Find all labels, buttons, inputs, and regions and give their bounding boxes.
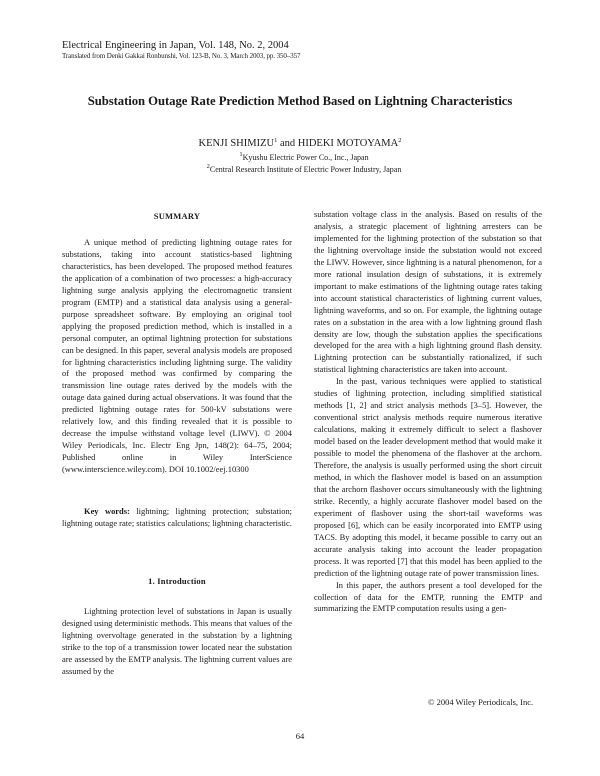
affiliation-2-text: Central Research Institute of Electric Power Industry, Japan bbox=[209, 165, 402, 174]
affiliation-1-mark: 1 bbox=[239, 151, 243, 158]
keywords-text: lightning; lightning protection; substation; lightning outage rate; statistics calculations; lightning characteristic. bbox=[62, 506, 293, 529]
author-1-name: KENJI SHIMIZU bbox=[198, 138, 275, 149]
author-line bbox=[0, 138, 600, 149]
affiliation-1-text: Kyushu Electric Power Co., Inc., Japan bbox=[242, 153, 369, 162]
author-2-affiliation-mark: 2 bbox=[398, 137, 402, 144]
introduction-heading: 1. Introduction bbox=[148, 575, 206, 586]
author-connector: and bbox=[277, 138, 298, 149]
affiliation-1 bbox=[0, 153, 600, 162]
introduction-paragraph-1: Lightning protection level of substations in Japan is usually designed using deterministic methods. This means that values of the lightning overvoltage generated in the substation by a lightning strike to the top of a transmission tower located near the substation are assessed by the EMTP analysis. The lightning current values are assumed by the bbox=[62, 605, 292, 676]
paper-title: Substation Outage Rate Prediction Method Based on Lightning Characteristics bbox=[87, 94, 513, 108]
affiliation-2 bbox=[0, 165, 600, 174]
right-paragraph-3: In this paper, the authors present a tool developed for the collection of data for the EMTP, running the EMTP and summarizing the EMTP computation results using a gen- bbox=[314, 579, 542, 614]
translation-source: Translated from Denki Gakkai Ronbunshi, Vol. 123-B, No. 3, March 2003, pp. 350–357 bbox=[62, 52, 301, 60]
affiliation-2-mark: 2 bbox=[206, 163, 210, 170]
copyright-notice: © 2004 Wiley Periodicals, Inc. bbox=[428, 697, 534, 707]
page-number: 64 bbox=[295, 731, 305, 741]
right-column bbox=[314, 209, 542, 615]
summary-text: A unique method of predicting lightning outage rates for substations, taking into account statistics-based lightning characteristics, has been developed. The proposed method features the application of a combination of two processes: a high-accuracy lightning surge analysis applying the electromagnetic transient program (EMTP) and a statistical data analysis using a general-purpose spreadsheet software. By employing an original tool applying the proposed prediction method, which is installed in a personal computer, an optimal lightning protection for substations can be designed. In this paper, several analysis models are proposed for lightning characteristics including lightning surge. The validity of the proposed method was confirmed by comparing the transmission line outage rates derived by the models with the outage data gained during actual observations. It was found that the predicted lightning outage rates for 500-kV substations were relatively low, and this finding revealed that it is possible to decrease the impulse withstand voltage level (LIWV). © 2004 Wiley Periodicals, Inc. Electr Eng Jpn, 148(2): 64–75, 2004; Published online in Wiley InterScience (www.interscience.wiley.com). DOI 10.1002/eej.10300 bbox=[62, 237, 292, 475]
journal-citation: Electrical Engineering in Japan, Vol. 148, No. 2, 2004 bbox=[62, 40, 289, 51]
summary-heading: SUMMARY bbox=[153, 211, 201, 221]
right-paragraph-1: substation voltage class in the analysis. Based on results of the analysis, a strategic placement of lightning arresters can be implemented for the lightning protection of the substation so that the lightning overvoltage inside the substation would not exceed the LIWV. However, since lightning is a natural phenomenon, for a more rational insulation design of substations, it is extremely important to make estimations of the lightning outage rates taking into account statistical characteristics of lightning current values, lightning waveforms, and so on. For example, the lightning outage rates on a substation in the area with a low lightning ground flash density are low, though the substation applies the specifications developed for the area with a high lightning ground flash density. Lightning protection can be substantially rationalized, if such statistical lightning characteristics are taken into account. bbox=[314, 209, 542, 375]
keywords bbox=[62, 506, 292, 530]
keywords-label: Key words: bbox=[84, 506, 130, 517]
author-2-name: HIDEKI MOTOYAMA bbox=[297, 138, 399, 149]
author-1-affiliation-mark: 1 bbox=[274, 137, 278, 144]
left-column bbox=[62, 209, 292, 678]
right-paragraph-2: In the past, various techniques were applied to statistical studies of lightning protection, including simplified statistical methods [1, 2] and strict analysis methods [3–5]. However, the conventional strict analysis methods require numerous iterative calculations, making it extremely difficult to select a flashover model based on the leader development method that would make it possible to model the phenomena of the flashover at the archorn. Therefore, the analysis is usually performed using the short circuit method, in which the flashover model is based on an assumption that the archorn flashover occurs simultaneously with the lightning strike. Recently, a highly accurate flashover model based on the experiment of flashover using the short-tail waveforms was proposed [6], which can be easily incorporated into EMTP using TACS. By adopting this model, it became possible to carry out an accurate analysis taking into account the leader propagation process. It was reported [7] that this model has been applied to the prediction of the lightning outage rate of power transmission lines. bbox=[314, 376, 542, 578]
